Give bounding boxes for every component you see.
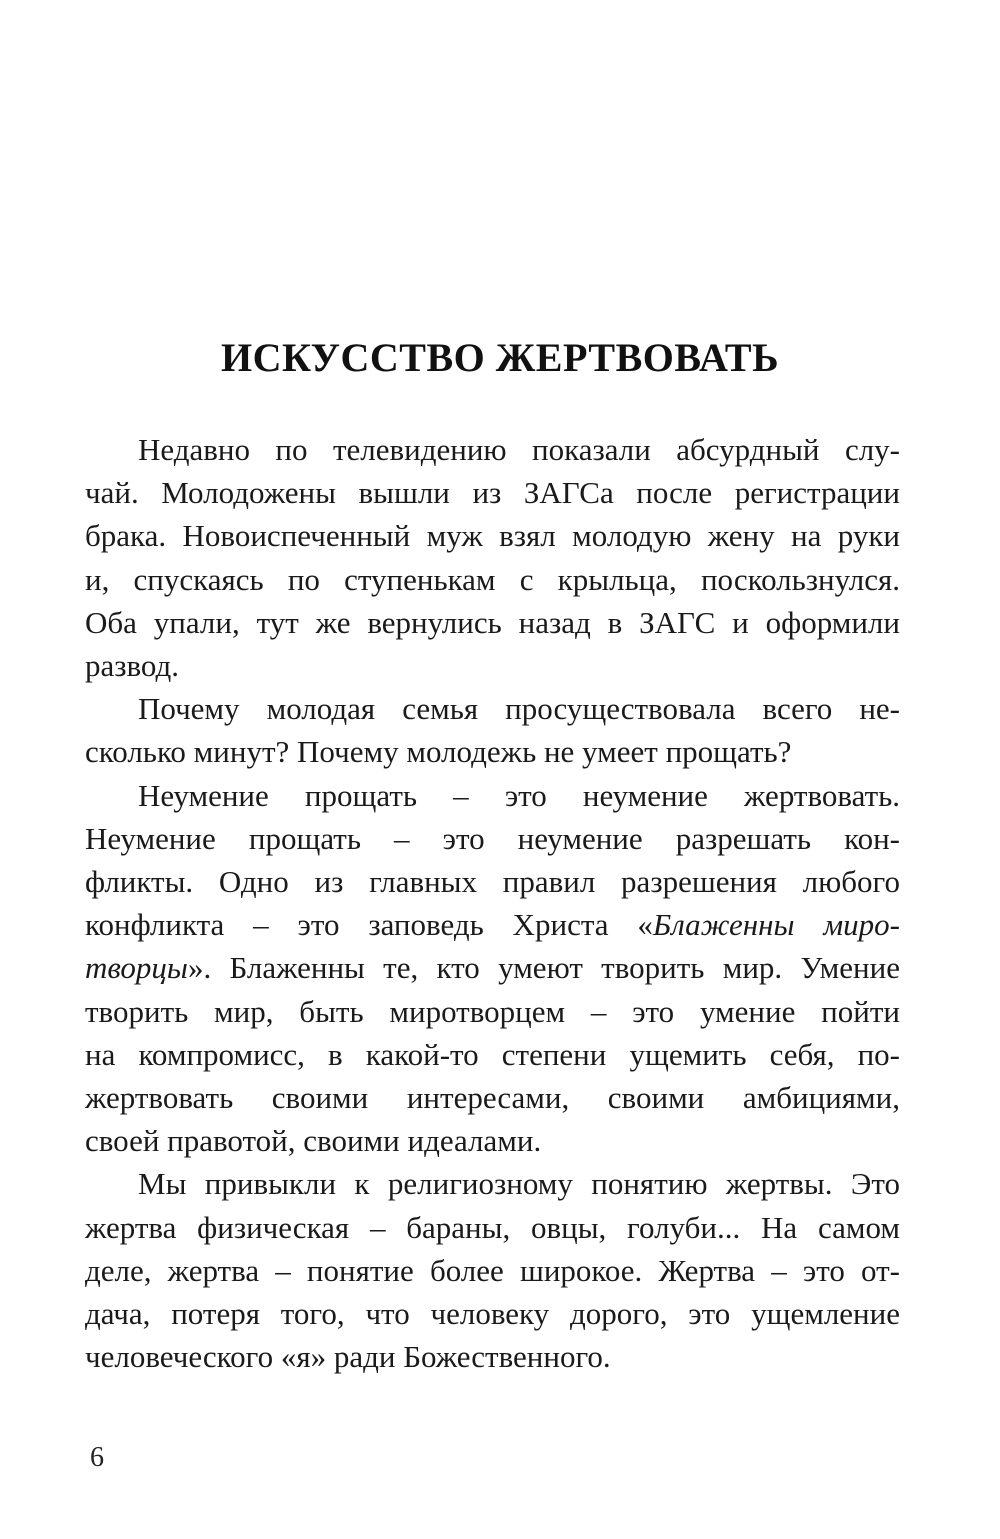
text-line: брака. Новоиспеченный муж взял молодую жену на руки — [85, 518, 900, 554]
italic-quote: творцы — [85, 950, 188, 986]
text-line: жертвовать своими интересами, своими амбициями, — [85, 1080, 900, 1116]
text-line: на компромисс, в какой-то степени ущемить себя, по- — [85, 1036, 900, 1072]
text-line: человеческого «я» ради Божественного. — [85, 1339, 611, 1375]
body-text — [85, 428, 900, 1378]
text-line — [85, 903, 900, 946]
page-number: 6 — [90, 1442, 104, 1473]
text-line: Мы привыкли к религиозному понятию жертвы. Это — [138, 1166, 900, 1202]
text-line: своей правотой, своими идеалами. — [85, 1123, 542, 1159]
paragraph-4 — [85, 1162, 900, 1378]
text-line: дача, потеря того, что человеку дорого, это ущемление — [85, 1296, 900, 1332]
italic-quote: Блаженны миро- — [652, 907, 900, 943]
text-line: сколько минут? Почему молодежь не умеет прощать? — [85, 734, 792, 770]
text-line: Неумение прощать – это неумение разрешать кон- — [85, 820, 900, 856]
text-line: фликты. Одно из главных правил разрешения любого — [85, 864, 900, 900]
text-line: чай. Молодожены вышли из ЗАГСа после регистрации — [85, 475, 900, 511]
chapter-title: ИСКУССТВО ЖЕРТВОВАТЬ — [220, 335, 780, 380]
text-line: развод. — [85, 648, 180, 684]
text-line: деле, жертва – понятие более широкое. Жертва – это от- — [85, 1252, 900, 1288]
text-segment: ». Блаженны те, кто умеют творить мир. Умение — [187, 950, 900, 986]
text-line: творить мир, быть миротворцем – это умение пойти — [85, 993, 900, 1029]
text-line: Почему молодая семья просуществовала всего не- — [138, 691, 900, 727]
text-line — [85, 946, 900, 989]
paragraph-3 — [85, 774, 900, 1163]
text-line: жертва физическая – бараны, овцы, голуби... На самом — [85, 1209, 900, 1245]
paragraph-1 — [85, 428, 900, 687]
text-segment: конфликта – это заповедь Христа « — [85, 907, 653, 943]
text-line: Оба упали, тут же вернулись назад в ЗАГС и оформили — [85, 604, 900, 640]
text-line: Недавно по телевидению показали абсурдный слу- — [138, 432, 900, 467]
text-line: и, спускаясь по ступенькам с крыльца, поскользнулся. — [85, 561, 900, 597]
text-line: Неумение прощать – это неумение жертвовать. — [138, 777, 900, 813]
paragraph-2 — [85, 687, 900, 773]
